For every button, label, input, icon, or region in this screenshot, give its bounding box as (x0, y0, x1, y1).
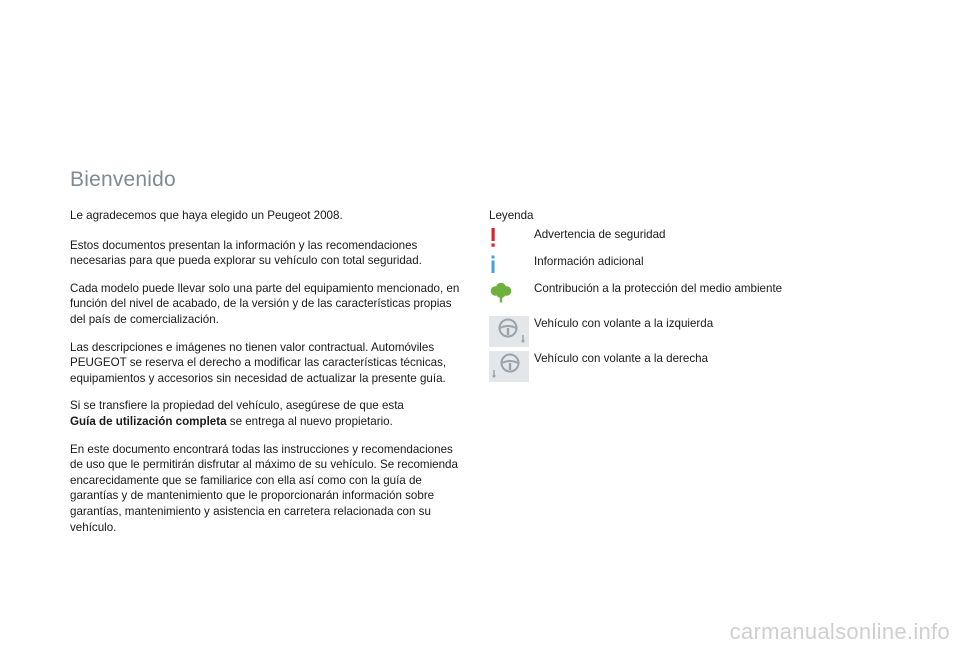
legend-label-warning: Advertencia de seguridad (534, 228, 666, 241)
legend-item-environment (489, 281, 889, 317)
intro-paragraph-3: Las descripciones e imágenes no tienen valor contractual. Automóviles PEUGEOT se reserva el derecho a modificar las características técnicas, equipamientos y accesorios sin necesidad de actualizar la presente guía. (70, 340, 447, 385)
legend-item-right-hand-drive (489, 351, 889, 387)
legend (489, 208, 889, 365)
intro-thanks: Le agradecemos que haya elegido un Peugeot 2008. (70, 209, 343, 222)
page-title: Bienvenido (70, 168, 176, 191)
legend-label-right-hand-drive: Vehículo con volante a la derecha (534, 352, 709, 365)
left-hand-drive-icon (489, 316, 533, 352)
intro-paragraph-2: Cada modelo puede llevar solo una parte del equipamiento mencionado, en función del nivel de acabado, de la versión y de las características propias del país de comercialización. (70, 281, 460, 326)
legend-label-info: Información adicional (534, 255, 644, 268)
legend-title: Leyenda (489, 209, 534, 222)
legend-label-left-hand-drive: Vehículo con volante a la izquierda (534, 317, 714, 330)
intro-paragraph-4-start: Si se transfiere la propiedad del vehículo, asegúrese de que esta (70, 399, 404, 413)
legend-label-environment: Contribución a la protección del medio ambiente (534, 282, 783, 295)
legend-item-left-hand-drive (489, 316, 889, 352)
guide-title-bold: Guía de utilización completa (70, 414, 227, 428)
watermark: carmanualsonline.info (729, 619, 950, 644)
right-hand-drive-icon (489, 351, 533, 387)
intro-paragraph-4-end: se entrega al nuevo propietario. (226, 414, 393, 428)
intro-paragraph-1: Estos documentos presentan la información y las recomendaciones necesarias para que pueda explorar su vehículo con total seguridad. (70, 238, 422, 268)
environment-tree-icon (489, 281, 533, 317)
intro-column (70, 208, 460, 547)
intro-paragraph-5: En este documento encontrará todas las instrucciones y recomendaciones de uso que le permitirán disfrutar al máximo de su vehículo. Se recomienda encarecidamente que se familiarice con ella así como con la guía de garantías y de mantenimiento que le proporcionarán información sobre garantías, mantenimiento y asistencia en carretera relacionada con su vehículo. (70, 442, 458, 534)
intro-paragraph-4 (70, 398, 460, 429)
